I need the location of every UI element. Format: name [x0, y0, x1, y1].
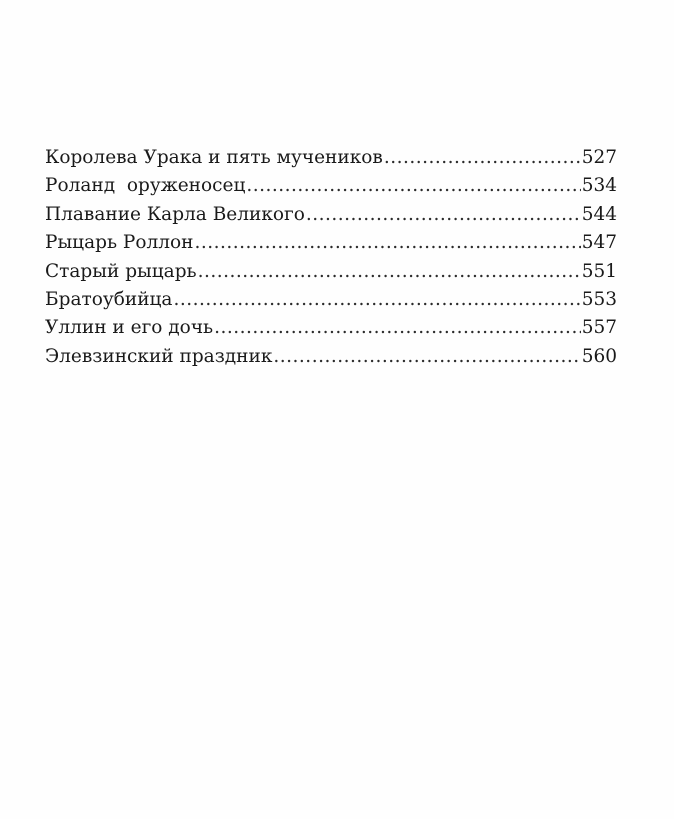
toc-entry-page: 544 [581, 203, 617, 225]
toc-entry-page: 553 [581, 288, 617, 310]
toc-entry [45, 229, 617, 257]
toc-entry-title: Старый рыцарь [45, 260, 197, 282]
toc-dot-leader [306, 201, 581, 229]
toc-entry [45, 343, 617, 371]
toc-entry-title: Рыцарь Роллон [45, 232, 194, 254]
toc-dot-leader [198, 258, 581, 286]
toc-entry-page: 551 [581, 260, 617, 282]
toc-dot-leader [246, 172, 580, 200]
toc-entry-page: 557 [581, 317, 617, 339]
toc-entry-page: 547 [581, 232, 617, 254]
toc-entry [45, 144, 617, 172]
toc-entry [45, 286, 617, 314]
toc-entry [45, 201, 617, 229]
toc-dot-leader [273, 343, 580, 371]
toc-entry [45, 172, 617, 200]
toc-entry-title: Королева Урака и пять мучеников [45, 147, 383, 168]
toc-dot-leader [214, 314, 581, 342]
toc-dot-leader [384, 144, 581, 172]
table-of-contents [45, 144, 617, 371]
toc-entry [45, 258, 617, 286]
toc-entry-title: Элевзинский праздник [45, 345, 273, 367]
toc-entry-page: 527 [581, 147, 617, 168]
toc-dot-leader [194, 229, 580, 257]
toc-entry-title: Братоубийца [45, 288, 173, 310]
toc-entry-title: Уллин и его дочь [45, 317, 214, 339]
toc-entry-page: 534 [581, 175, 617, 197]
toc-entry-page: 560 [581, 345, 617, 367]
toc-entry [45, 314, 617, 342]
toc-entry-title: Плавание Карла Великого [45, 203, 305, 225]
toc-entry-title: Роланд оруженосец [45, 175, 246, 197]
toc-dot-leader [173, 286, 580, 314]
